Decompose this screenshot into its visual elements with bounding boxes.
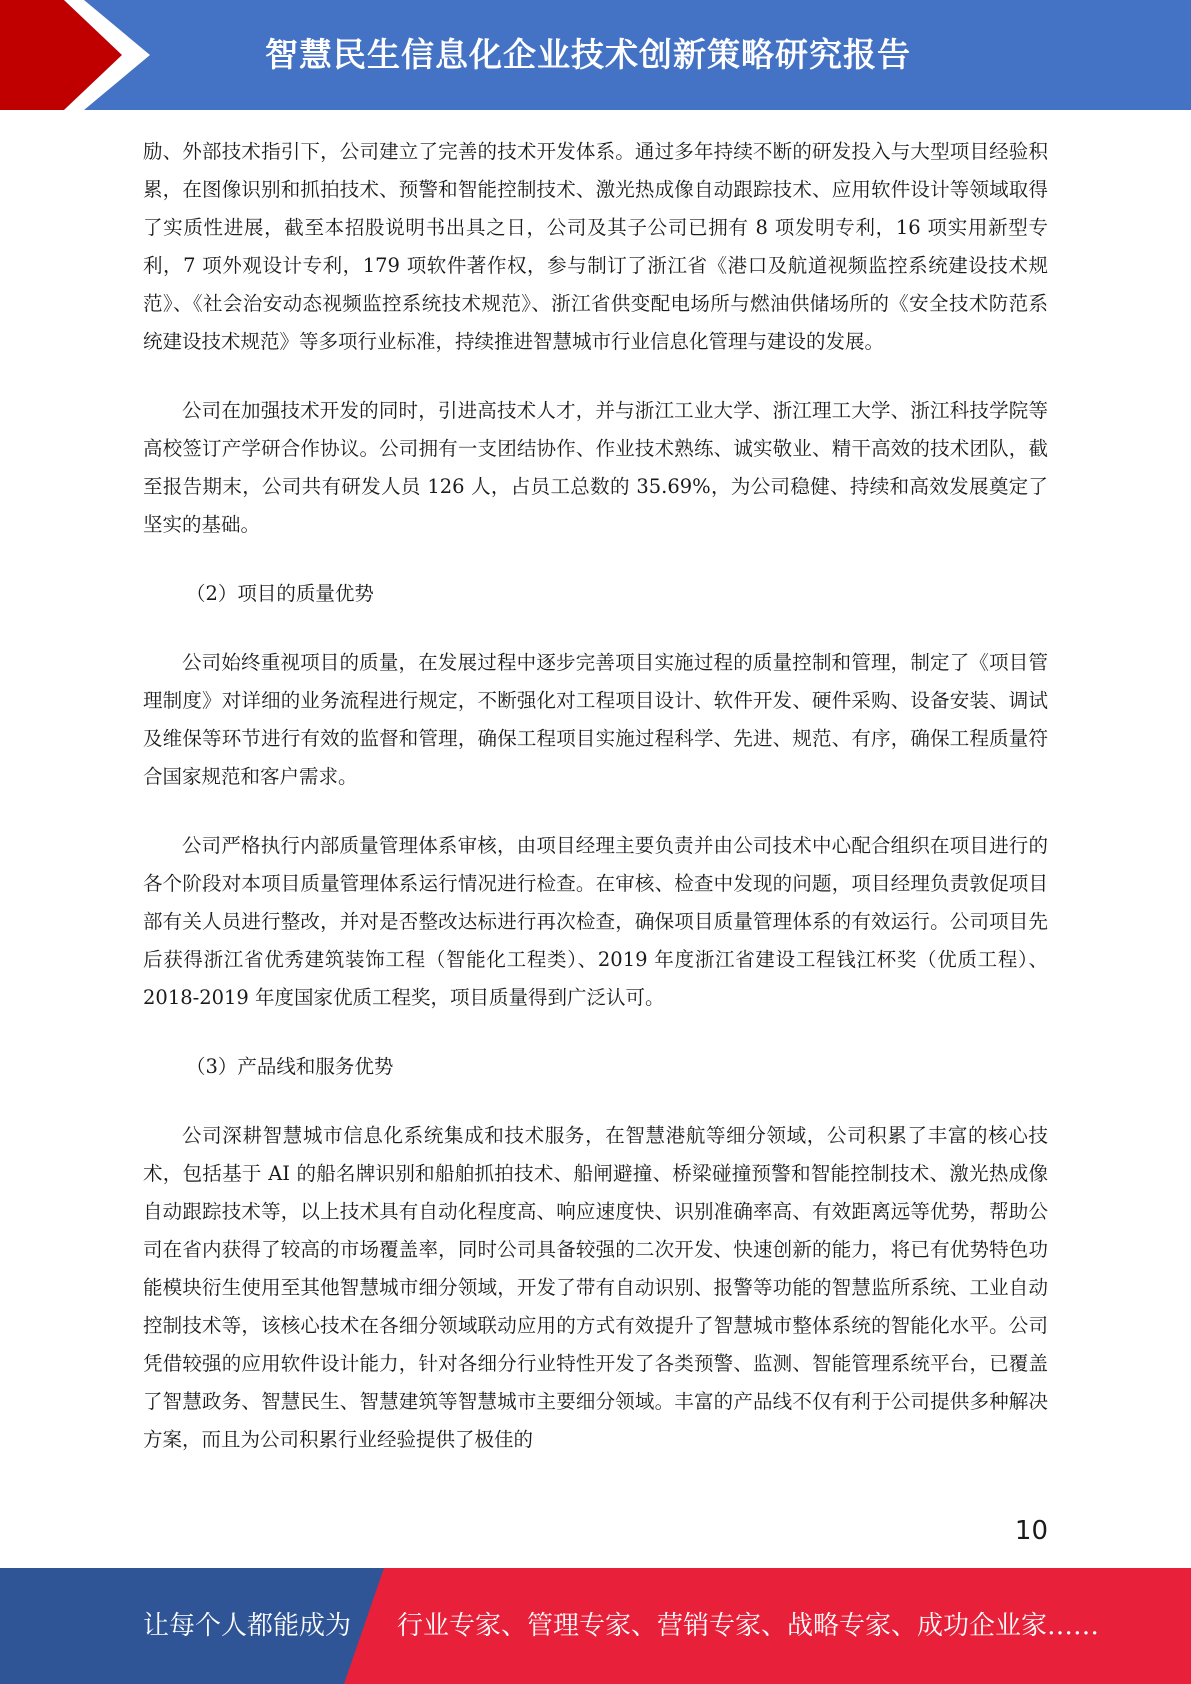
- document-body: [143, 133, 1048, 1459]
- footer-slogan-right: 行业专家、管理专家、营销专家、战略专家、成功企业家……: [397, 1611, 1100, 1641]
- header-arrow-decoration: [0, 0, 160, 110]
- page-header: [0, 0, 1191, 110]
- paragraph-rd-team: 公司在加强技术开发的同时，引进高技术人才，并与浙江工业大学、浙江理工大学、浙江科技学院等高校签订产学研合作协议。公司拥有一支团结协作、作业技术熟练、诚实敬业、精干高效的技术团队，截至报告期末，公司共有研发人员 126 人，占员工总数的 35.69%，为公司稳健、持续和高效发展奠定了坚实的基础。: [143, 399, 1048, 536]
- report-title: 智慧民生信息化企业技术创新策略研究报告: [265, 35, 911, 74]
- paragraph-product-line: 公司深耕智慧城市信息化系统集成和技术服务，在智慧港航等细分领域，公司积累了丰富的核心技术，包括基于 AI 的船名牌识别和船舶抓拍技术、船闸避撞、桥梁碰撞预警和智能控制技术、激光热成像自动跟踪技术等，以上技术具有自动化程度高、响应速度快、识别准确率高、有效距离远等优势，帮助公司在省内获得了较高的市场覆盖率，同时公司具备较强的二次开发、快速创新的能力，将已有优势特色功能模块衍生使用至其他智慧城市细分领域，开发了带有自动识别、报警等功能的智慧监所系统、工业自动控制技术等，该核心技术在各细分领域联动应用的方式有效提升了智慧城市整体系统的智能化水平。公司凭借较强的应用软件设计能力，针对各细分行业特性开发了各类预警、监测、智能管理系统平台，已覆盖了智慧政务、智慧民生、智慧建筑等智慧城市主要细分领域。丰富的产品线不仅有利于公司提供多种解决方案，而且为公司积累行业经验提供了极佳的: [143, 1124, 1048, 1451]
- section-heading-quality: （2）项目的质量优势: [186, 582, 374, 605]
- paragraph-quality-audit: 公司严格执行内部质量管理体系审核，由项目经理主要负责并由公司技术中心配合组织在项目进行的各个阶段对本项目质量管理体系运行情况进行检查。在审核、检查中发现的问题，项目经理负责敦促项目部有关人员进行整改，并对是否整改达标进行再次检查，确保项目质量管理体系的有效运行。公司项目先后获得浙江省优秀建筑装饰工程（智能化工程类）、2019 年度浙江省建设工程钱江杯奖（优质工程）、2018-2019 年度国家优质工程奖，项目质量得到广泛认可。: [143, 834, 1048, 1009]
- footer-slogan-left: 让每个人都能成为: [143, 1611, 352, 1641]
- page-footer: [0, 1568, 1191, 1684]
- page-number: 10: [1014, 1516, 1048, 1546]
- paragraph-quality-control: 公司始终重视项目的质量，在发展过程中逐步完善项目实施过程的质量控制和管理，制定了《项目管理制度》对详细的业务流程进行规定，不断强化对工程项目设计、软件开发、硬件采购、设备安装、调试及维保等环节进行有效的监督和管理，确保工程项目实施过程科学、先进、规范、有序，确保工程质量符合国家规范和客户需求。: [143, 651, 1048, 788]
- section-heading-product-line: （3）产品线和服务优势: [186, 1055, 394, 1078]
- paragraph-continued: 励、外部技术指引下，公司建立了完善的技术开发体系。通过多年持续不断的研发投入与大型项目经验积累，在图像识别和抓拍技术、预警和智能控制技术、激光热成像自动跟踪技术、应用软件设计等领域取得了实质性进展，截至本招股说明书出具之日，公司及其子公司已拥有 8 项发明专利，16 项实用新型专利，7 项外观设计专利，179 项软件著作权，参与制订了浙江省《港口及航道视频监控系统建设技术规范》、《社会治安动态视频监控系统技术规范》、浙江省供变配电场所与燃油供储场所的《安全技术防范系统建设技术规范》等多项行业标准，持续推进智慧城市行业信息化管理与建设的发展。: [143, 140, 1048, 353]
